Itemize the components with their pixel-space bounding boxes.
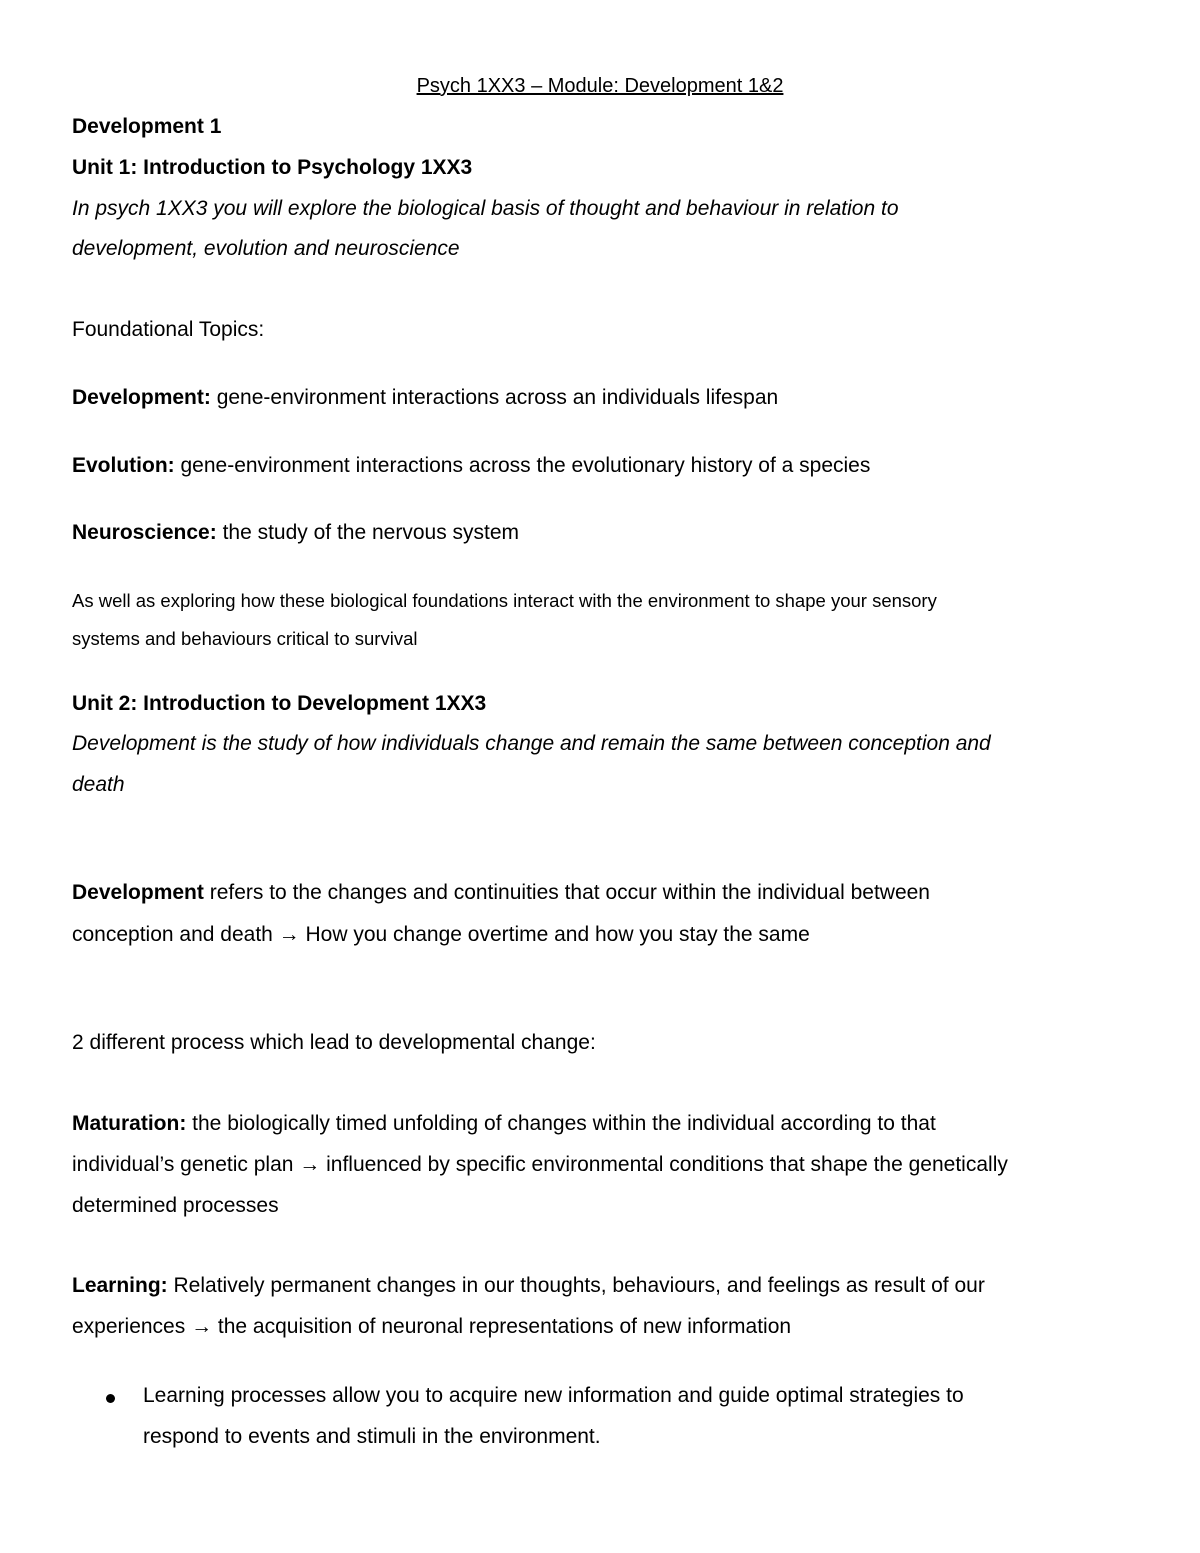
maturation-line-1	[72, 1111, 936, 1137]
definition-text: refers to the changes and continuities that occur within the individual between	[203, 881, 930, 904]
topic-text: the study of the nervous system	[216, 521, 520, 544]
process-label: 2 different process which lead to developmental change:	[72, 1031, 596, 1054]
topic-evolution	[72, 453, 870, 479]
unit-2-heading: Unit 2: Introduction to Development 1XX3	[72, 692, 487, 715]
learning-line-2: experiences → the acquisition of neuronal representations of new information	[72, 1315, 792, 1338]
unit-1-intro-line-1: In psych 1XX3 you will explore the biological basis of thought and behaviour in relation to	[72, 197, 899, 220]
development-definition-line-2: conception and death → How you change overtime and how you stay the same	[72, 923, 810, 946]
learning-term: Learning:	[72, 1274, 168, 1297]
topic-neuroscience	[72, 520, 519, 546]
definition-term: Development	[72, 881, 204, 904]
topic-development	[72, 385, 778, 411]
learning-text: Relatively permanent changes in our thoughts, behaviours, and feelings as result of our	[167, 1274, 985, 1297]
foundational-topics-label: Foundational Topics:	[72, 318, 265, 341]
section-heading-development-1: Development 1	[72, 115, 222, 138]
unit-2-intro-line-2: death	[72, 773, 125, 796]
development-definition-line-1	[72, 880, 930, 906]
page-title: Psych 1XX3 – Module: Development 1&2	[416, 75, 784, 97]
topic-term: Evolution:	[72, 454, 175, 477]
bullet-item-line-2: respond to events and stimuli in the environment.	[143, 1425, 601, 1448]
topic-text: gene-environment interactions across an individuals lifespan	[210, 386, 779, 409]
maturation-line-3: determined processes	[72, 1194, 279, 1217]
unit-2-intro-line-1: Development is the study of how individuals change and remain the same between conception and	[72, 732, 991, 755]
also-exploring-line-2: systems and behaviours critical to survival	[72, 628, 418, 649]
bullet-icon	[106, 1394, 115, 1403]
topic-text: gene-environment interactions across the evolutionary history of a species	[174, 454, 871, 477]
unit-1-intro-line-2: development, evolution and neuroscience	[72, 237, 460, 260]
maturation-term: Maturation:	[72, 1112, 187, 1135]
maturation-line-2: individual’s genetic plan → influenced by specific environmental conditions that shape the genetically	[72, 1153, 1008, 1176]
learning-line-1	[72, 1273, 985, 1299]
bullet-item-line-1: Learning processes allow you to acquire new information and guide optimal strategies to	[143, 1384, 964, 1407]
also-exploring-line-1: As well as exploring how these biological foundations interact with the environment to shape your sensory	[72, 590, 937, 611]
topic-term: Development:	[72, 386, 211, 409]
topic-term: Neuroscience:	[72, 521, 217, 544]
unit-1-heading: Unit 1: Introduction to Psychology 1XX3	[72, 156, 473, 179]
maturation-text: the biologically timed unfolding of changes within the individual according to that	[186, 1112, 936, 1135]
